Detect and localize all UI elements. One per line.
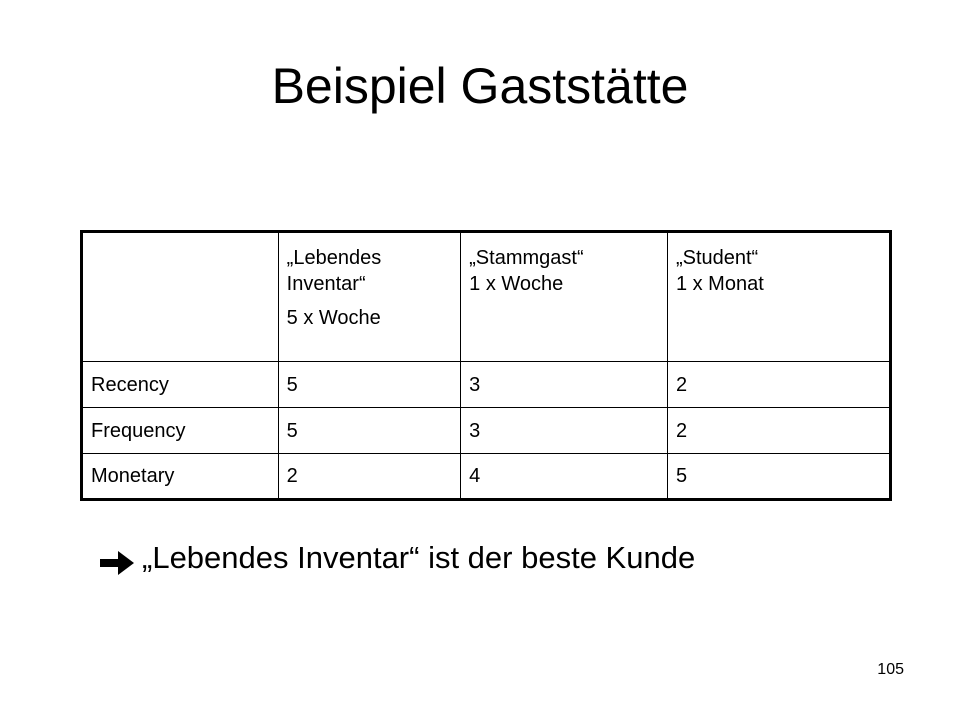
right-arrow-icon xyxy=(100,545,134,569)
conclusion-line xyxy=(100,538,695,578)
table-cell: 5 xyxy=(278,408,460,454)
row-label: Monetary xyxy=(82,454,279,500)
header-name: „Student“ xyxy=(675,247,759,269)
header-name: „Lebendes Inventar“ xyxy=(286,247,382,295)
header-frequency: 1 x Woche xyxy=(469,273,564,295)
header-frequency: 1 x Monat xyxy=(675,273,764,295)
table-cell: 4 xyxy=(461,454,668,500)
row-label: Recency xyxy=(82,362,279,408)
table-cell: 3 xyxy=(461,408,668,454)
header-cell-lebendes-inventar xyxy=(278,232,460,362)
table-cell: 2 xyxy=(278,454,460,500)
row-label: Frequency xyxy=(82,408,279,454)
table-cell: 2 xyxy=(667,362,890,408)
table-row-frequency xyxy=(82,408,891,454)
table-cell: 5 xyxy=(667,454,890,500)
header-frequency: 5 x Woche xyxy=(286,307,381,329)
rfm-table xyxy=(80,230,892,501)
slide-title: Beispiel Gaststätte xyxy=(271,58,689,114)
table-cell: 3 xyxy=(461,362,668,408)
table-cell: 5 xyxy=(278,362,460,408)
table-cell: 2 xyxy=(667,408,890,454)
header-cell-empty xyxy=(82,232,279,362)
table-row-recency xyxy=(82,362,891,408)
header-cell-stammgast xyxy=(461,232,668,362)
page-number: 105 xyxy=(877,661,904,678)
conclusion-text: „Lebendes Inventar“ ist der beste Kunde xyxy=(142,540,696,575)
table-header-row xyxy=(82,232,891,362)
header-cell-student xyxy=(667,232,890,362)
header-name: „Stammgast“ xyxy=(469,247,584,269)
table-row-monetary xyxy=(82,454,891,500)
